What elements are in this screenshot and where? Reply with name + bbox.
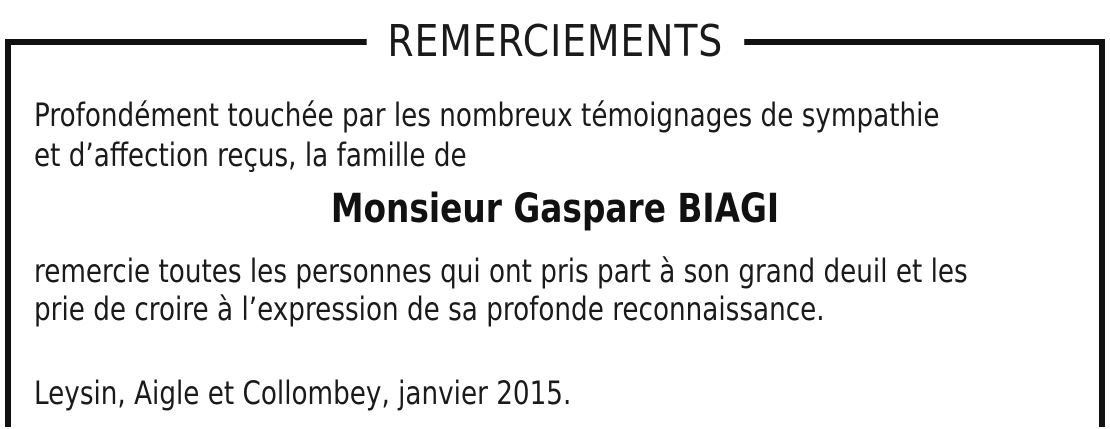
deceased-name: Monsieur Gaspare BIAGI bbox=[330, 186, 780, 232]
intro-line-2: et d’affection reçus, la famille de bbox=[34, 136, 467, 174]
notice-title-wrap bbox=[0, 14, 1110, 70]
intro-line-1: Profondément touchée par les nombreux témoignages de sympathie bbox=[34, 96, 940, 134]
place-date: Leysin, Aigle et Collombey, janvier 2015. bbox=[34, 374, 572, 412]
thanks-line-1: remercie toutes les personnes qui ont pris part à son grand deuil et les bbox=[34, 252, 968, 290]
thanks-line-2: prie de croire à l’expression de sa profonde reconnaissance. bbox=[34, 290, 825, 328]
notice-title: REMERCIEMENTS bbox=[366, 14, 743, 70]
